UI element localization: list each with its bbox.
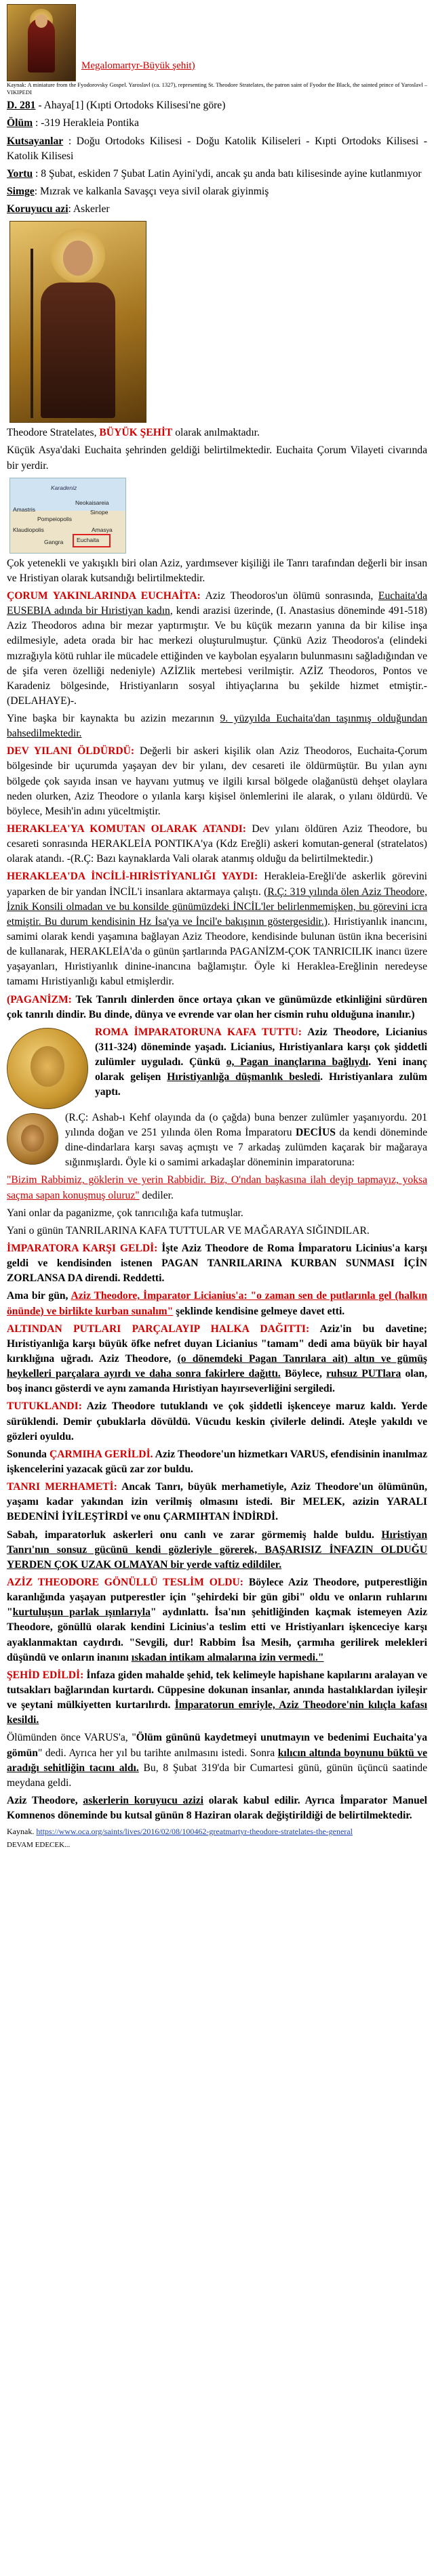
image-caption: Kaynak: A miniature from the Fyodorovsky Gospel. Yaroslavl (ca. 1327), representing St. Theodore Stratelates, the patron saint of Fyodor the Black, the sainted prince of Yaroslavl – VIKIPEDI [7, 81, 427, 96]
map-place-label: Pompeiopolis [37, 515, 73, 522]
section-opposed-emperor: İMPARATORA KARŞI GELDİ: İşte Aziz Theodore de Roma İmparatoru Licinius'a karşı geldi ve kendisinden istenen PAGAN TANRILARINA KURBAN SUNMASI İÇİN ZORLANSA DA direndi. Reddetti. [7, 1243, 427, 1285]
paragraph-invitation: Ama bir gün, Aziz Theodore, İmparator Licianius'a: "o zaman sen de putlarınla gel (halkın önünde) ve birlikte kurban sunalım" şeklinde kendisine gelmeye davet etti. [7, 1290, 427, 1317]
map-place-label: Gangra [44, 538, 64, 545]
paragraph-soldiers-baptized: Sabah, imparatorluk askerleri onu canlı ve zarar görmemiş halde buldu. Hıristiyan Tanrı'nın sonsuz gücünü kendi gözleriyle görerek, BAŞARISIZ İNFAZIN OLDUĞU YERDEN ÇOK UZAK OLMAYAN bir yerde vaftiz edildiler. [7, 1529, 427, 1571]
paragraph-patron-soldiers: Aziz Theodore, askerlerin koruyucu azizi olarak kabul edilir. Ayrıca İmparator Manuel Komnenos döneminde bu kutsal günün 8 Haziran olarak değiştirildiği de belirtilmektedir. [7, 1794, 427, 1822]
map-place-label: Amasya [92, 526, 113, 533]
section-heraklea-commander: HERAKLEA'YA KOMUTAN OLARAK ATANDI: Dev yılanı öldüren Aziz Theodore, bu cesareti sonrasında HERAKLEİA PONTIKA'ya (Kdz Ereğli) askeri komutan-general (stratelatos) olarak atandı. -(R.Ç: Bazı kaynaklarda Vali olarak atanmış olduğu da belirtilmektedir.) [7, 823, 427, 865]
venerated-line: Kutsayanlar : Doğu Ortodoks Kilisesi - Doğu Katolik Kiliseleri - Kıpti Ortodoks Kilisesi - Katolik Kilisesi [7, 135, 427, 162]
saint-icon-image [9, 221, 146, 423]
intro-euchaita: Küçük Asya'daki Euchaita şehrinden geldiği belirtilmektedir. Euchaita Çorum Vilayeti civarında bir yerdir. [7, 444, 427, 472]
map-place-label: Amastris [13, 505, 36, 513]
section-arrested: TUTUKLANDI: Aziz Theodore tutuklandı ve çok şiddetli işkenceye maruz kaldı. Yerde sürüklendi. Demir çubuklarla dövüldü. Vücudu keskin çivilerle delindi. Ateşle yakıldı ve gözleri oyuldu. [7, 1400, 427, 1442]
header-row [7, 4, 427, 81]
section-euchaita-tomb: Yine başka bir kaynakta bu azizin mezarının 9. yüzyılda Euchaita'dan taşınmış olduğundan bahsedilmektedir. [7, 713, 428, 740]
birth-line: D. 281 - Ahaya[1] (Kıpti Ortodoks Kilisesi'ne göre) [7, 100, 226, 112]
source-link[interactable]: https://www.oca.org/saints/lives/2016/02/08/100462-greatmartyr-theodore-stratelates-the-general [36, 1827, 353, 1837]
section-euchaita: ÇORUM YAKINLARINDA EUCHAİTA: Aziz Theodoros'un ölümü sonrasında, Euchaita'da EUSEBIA adında bir Hıristiyan kadın, kendi arazisi üzerinde, (I. Anastasius döneminde 491-518) Aziz Theodoros adına bir mezar yaptırmıştır. Ve bu küçük mezarın yanına da bir kilise inşa edilmesiyle, adeta orada bir hac merkezi oluşturulmuştur. Çünkü Aziz Theodoros'a (elindeki mızrağıyla kötü ruhlar ile mücadele ettiğinden ve kaybolan eşyaların bulunmasını sağladığından ve de şifa veren özelliği nedeniyle) AZİZlik mertebesi verilmiştir. AZİZ Theodoros, Pontos ve Karadeniz bölgesinde, Hristiyanların sosyal ihtiyaçlarına bu şekilde hizmet etmiştir.-(DELAHAYE)-. [7, 589, 427, 707]
section-roman-emperor: ROMA İMPARATORUNA KAFA TUTTU: Aziz Theodore, Licianius (311-324) döneminde yaşadı. Licianius, Hıristiyanlara karşı çok şiddetli zulümler uyguladı. Çünkü o, Pagan inançlarına bağlıydı. Yeni inanç olarak gelişen Hıristiyanlığa düşmanlık besledi. Hıristiyanlara zulüm yaptı. [95, 1026, 427, 1098]
quote-seven-sleepers: "Bizim Rabbimiz, göklerin ve yerin Rabbidir. Biz, O'ndan başkasına ilah deyip tapmayız, yoksa saçma sapan konuşmuş oluruz" dediler. [7, 1174, 427, 1201]
paragraph-crucified: Sonunda ÇARMIHA GERİLDİ. Aziz Theodore'un hizmetkarı VARUS, efendisinin inanılmaz işkencelerini yazacak gücü zar zor buldu. [7, 1448, 427, 1475]
megalomartyr-link[interactable]: Megalomartyr-Büyük şehit) [81, 60, 195, 71]
map-place-label: Sinope [90, 508, 108, 516]
paragraph-last-words: Ölümünden önce VARUS'a, "Ölüm gününü kaydetmeyi unutmayın ve bedenimi Euchaita'ya gömün" dedi. Ayrıca her yıl bu tarihte anılmasını istedi. Sonra kılıcın altında boynunu büktü ve aradığı sehitliğin tacını aldı. Bu, 8 Şubat 319'da bir Cumartesi günü, günün üçüncü saatinde meydana geldi. [7, 1732, 428, 1789]
paragraph-paganism-defiance: Yani onlar da paganizme, çok tanrıcılığa kafa tutmuşlar. [7, 1207, 243, 1219]
intro-great-martyr: Theodore Stratelates, BÜYÜK ŞEHİT olarak anılmaktadır. [7, 427, 260, 439]
map-place-label: Neokaisareia [75, 499, 109, 506]
document-body [7, 4, 427, 1854]
paragraph-cave-refuge: Yani o günün TANRILARINA KAFA TUTTULAR VE MAĞARAYA SIĞINDILAR. [7, 1224, 370, 1237]
death-line: Ölüm : -319 Herakleia Pontika [7, 117, 139, 129]
paragraph-character: Çok yetenekli ve yakışıklı biri olan Aziz, yardımsever kişiliği ile Tanrı tarafından değerli bir insan ve Hristiyan olarak kutsandığı belirtilmektedir. [7, 557, 427, 584]
decius-coin-image [7, 1113, 58, 1165]
miniature-image [7, 4, 76, 81]
feast-line: Yortu : 8 Şubat, eskiden 7 Şubat Latin Ayini'ydi, ancak şu anda batı kilisesinde ayine kutlanmıyor [7, 167, 422, 180]
section-ashab-kehf: (R.Ç: Ashab-ı Kehf olayında da (o çağda) buna benzer zulümler yaşanıyordu. 201 yılında doğan ve 251 yılında ölen Roma İmparatoru DECİUS da kendi döneminde dine-dindarlara karşı savaş açmıştı ve 7 arkadaş zulümden kaçarak bir mağaraya sığınmışlardı. Öyle ki o samimi arkadaşlar döneminin imparatoruna: [65, 1111, 427, 1169]
to-be-continued: DEVAM EDECEK... [7, 1841, 71, 1850]
section-divine-mercy: TANRI MERHAMETİ: Ancak Tanrı, büyük merhametiyle, Aziz Theodore'un ölümünün, yaşamı kadar yakından izin verilmiş olmasını istedi. Bir MELEK, azizin YARALI BEDENİNİ İYİLEŞTİRDİ ve onu ÇARMIHTAN İNDİRDİ. [7, 1481, 427, 1523]
symbol-line: Simge: Mızrak ve kalkanla Savaşçı veya sivil olarak giyinmiş [7, 185, 269, 197]
section-surrendered: AZİZ THEODORE GÖNÜLLÜ TESLİM OLDU: Böylece Aziz Theodore, putperestliğin karanlığında yaşayan putperestler için "şehirdeki bir gün gibi" oldu ve onların ruhlarını "kurtuluşun parlak ışınlarıyla" aydınlattı. İsa'nın şehitliğinden kaçmak istemeyen Aziz Theodore, gönüllü olarak kendini Licinius'a teslim etti ve Hristiyanları işkenceciye karşı ayaklanmaktan caydırdı. "Sevgili, dur! Rabbim İsa Mesih, çarmıha gerilirek melekleri düşündü ve onların inanını ıskadan intikam almalarına izin vermedi." [7, 1576, 428, 1663]
section-martyred: ŞEHİD EDİLDİ: İnfaza giden mahalde şehid, tek kelimeyle hapishane kapılarını aralayan ve tutsakları bağlarından kurtardı. Cüppesine dokunan insanlar, anında hastalıklardan iyileşir ve şeytani mülkiyetten kurtarılırdı. İmparatorun emriyle, Aziz Theodore'nin kılıçla kafası kesildi. [7, 1669, 427, 1726]
section-golden-idols: ALTINDAN PUTLARI PARÇALAYIP HALKA DAĞITTI: Aziz'in bu davetine; Hıristiyanlığa karşı büyük öfke nefret duyan Licianius "tamam" dedi ama büyük bir hayal kırıklığına uğradı. Aziz Theodore, (o dönemdeki Pagan Tanrılara ait) altın ve gümüş heykelleri parçalara ayırdı ve daha sonra fakirlere dağıttı. Böylece, ruhsuz PUTlara olan, boş inancı gösterdi ve aynı zamanda Hıristiyan hayırseverliğini sergiledi. [7, 1323, 427, 1395]
source-line: Kaynak. https://www.oca.org/saints/lives/2016/02/08/100462-greatmartyr-theodore-stratelates-the-general [7, 1827, 353, 1837]
section-serpent: DEV YILANI ÖLDÜRDÜ: Değerli bir askeri kişilik olan Aziz Theodoros, Euchaita-Çorum bölgesinde bir uçurumda yaşayan dev bir yılanı, dev cesareti ile öldürmüştür. Bu yılan aynı bölgede çok sayıda insan ve hayvanı yutmuş ve ilgili kırsal bölgede olağanüstü dehşet olaylara neden olurken, Aziz Theodore o yılanla karşı kişisel önlemlerini ile alarak, o yılanı öldürdü. Ve böylece, Mesih'in adını yüceltmiştir. [7, 745, 427, 817]
section-paganism: (PAGANİZM: Tek Tanrılı dinlerden önce ortaya çıkan ve günümüzde etkinliğini sürdüren çok tanrılı dindir. Bu dinde, dünya ve evrende var olan her cismin ruhu olduğuna inanılır.) [7, 993, 427, 1020]
map-image [9, 478, 126, 554]
patron-line: Koruyucu azi: Askerler [7, 203, 110, 215]
map-place-label: Euchaita [77, 536, 100, 543]
map-sea-label: Karadeniz [51, 484, 77, 491]
map-place-label: Klaudiopolis [13, 526, 44, 533]
section-heraklea-gospel: HERAKLEA'DA İNCİLİ-HIRİSTİYANLIĞI YAYDI: Herakleia-Ereğli'de askerlik görevini yaparken de bir yandan İNCİL'i insanlara aktarmaya çalıştı. (R.Ç: 319 yılında ölen Aziz Theodore, İznik Konsili olmadan ve bu konsilde günümüzdeki İNCİL'ler belirlenmemişken, bu görevini icra etmiştir. Bu durum kendisinin Hz İsa'ya ve İncil'e bakışının göstergesidir.). Hıristiyanlık inancını, samimi olarak kendi yaşamına bağlayan Aziz Theodore, kendisinde bulunan üstün ikna becerisini de kullanarak, HERAKLEİA'da o günün şartlarında PAGANİZM-ÇOK TANRICILIK inancı üzere yaşayanları, Hıristiyanlık dinine-inancına bağlamıştır. Öyle ki Heraklea-Ereğlinin neredeyse tamamı Hıristiyanlığı kabul etmişlerdir. [7, 871, 427, 988]
emperor-coin-image [7, 1028, 88, 1109]
